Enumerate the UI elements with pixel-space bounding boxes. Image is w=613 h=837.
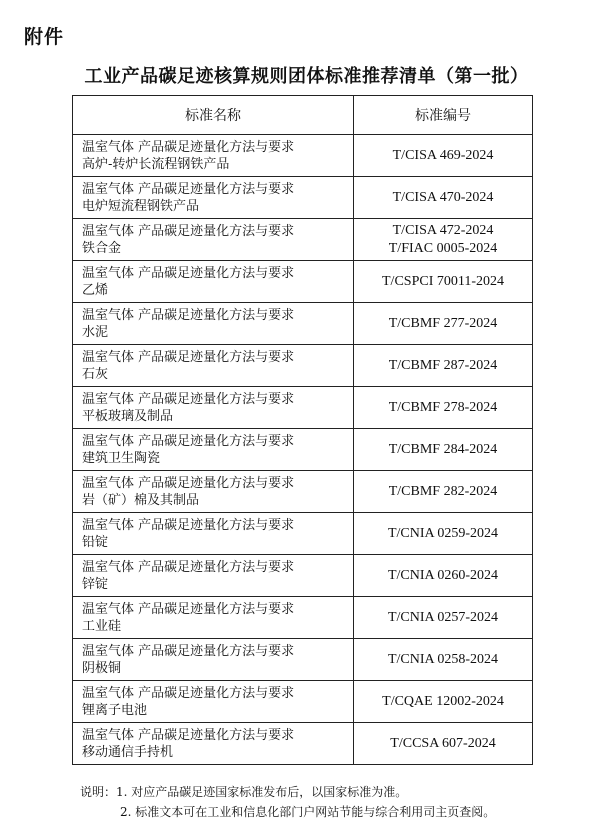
standard-name-line: 温室气体 产品碳足迹量化方法与要求	[82, 223, 295, 239]
standard-name-cell	[73, 303, 354, 345]
table-row	[73, 513, 533, 555]
table-body	[73, 135, 533, 765]
standard-name-cell	[73, 177, 354, 219]
standard-name-cell	[73, 135, 354, 177]
standard-name-cell	[73, 513, 354, 555]
standard-name-line: 温室气体 产品碳足迹量化方法与要求	[82, 475, 295, 491]
standard-code: T/CBMF 277-2024	[388, 315, 498, 331]
table-row	[73, 261, 533, 303]
note-2: 2. 标准文本可在工业和信息化部门户网站节能与综合利用司主页查阅。	[120, 805, 496, 819]
standard-code-cell	[354, 303, 533, 345]
standard-code: T/CBMF 278-2024	[388, 399, 498, 415]
standard-name-cell	[73, 723, 354, 765]
standard-name-line: 移动通信手持机	[82, 744, 174, 760]
standard-code: T/CQAE 12002-2024	[382, 693, 504, 709]
note-1: 说明：1. 对应产品碳足迹国家标准发布后，以国家标准为准。	[80, 785, 408, 799]
standard-code-cell	[354, 387, 533, 429]
standard-name-line: 平板玻璃及制品	[82, 408, 174, 424]
table-row	[73, 723, 533, 765]
standard-code: T/CISA 472-2024	[392, 222, 494, 238]
table-row	[73, 387, 533, 429]
standard-code: T/CNIA 0257-2024	[387, 609, 499, 625]
standard-name-line: 岩（矿）棉及其制品	[82, 492, 200, 508]
standard-name-line: 温室气体 产品碳足迹量化方法与要求	[82, 265, 295, 281]
standard-name-line: 高炉-转炉长流程钢铁产品	[82, 156, 230, 172]
standard-code-cell	[354, 555, 533, 597]
standard-code: T/CISA 470-2024	[392, 189, 494, 205]
standard-name-cell	[73, 429, 354, 471]
standard-name-line: 温室气体 产品碳足迹量化方法与要求	[82, 559, 295, 575]
standard-name-line: 温室气体 产品碳足迹量化方法与要求	[82, 391, 295, 407]
table-row	[73, 429, 533, 471]
standard-name-cell	[73, 597, 354, 639]
standard-name-line: 温室气体 产品碳足迹量化方法与要求	[82, 307, 295, 323]
standard-code-cell	[354, 471, 533, 513]
standard-code: T/CSPCI 70011-2024	[382, 273, 504, 289]
table-row	[73, 345, 533, 387]
standard-name-cell	[73, 261, 354, 303]
standard-code: T/CBMF 284-2024	[388, 441, 498, 457]
standard-name-line: 阴极铜	[82, 660, 122, 676]
table-row	[73, 555, 533, 597]
page-title: 工业产品碳足迹核算规则团体标准推荐清单（第一批）	[84, 66, 529, 87]
standard-name-line: 锌锭	[82, 576, 109, 592]
standard-name-line: 建筑卫生陶瓷	[82, 450, 161, 466]
header-standard-code: 标准编号	[354, 96, 533, 135]
standard-name-cell	[73, 639, 354, 681]
standard-name-line: 温室气体 产品碳足迹量化方法与要求	[82, 181, 295, 197]
standard-name-line: 铁合金	[82, 240, 122, 256]
table-row	[73, 219, 533, 261]
standard-name-cell	[73, 345, 354, 387]
standard-name-line: 温室气体 产品碳足迹量化方法与要求	[82, 139, 295, 155]
standard-code-cell	[354, 219, 533, 261]
standard-code: T/CBMF 287-2024	[388, 357, 498, 373]
standards-table	[72, 95, 533, 765]
standard-name-line: 温室气体 产品碳足迹量化方法与要求	[82, 349, 295, 365]
standard-name-line: 乙烯	[82, 282, 109, 298]
standard-name-line: 工业硅	[82, 618, 122, 634]
standard-name-line: 温室气体 产品碳足迹量化方法与要求	[82, 685, 295, 701]
table-row	[73, 177, 533, 219]
standard-name-line: 锂离子电池	[82, 702, 148, 718]
standard-code-cell	[354, 681, 533, 723]
standard-code-cell	[354, 177, 533, 219]
table-row	[73, 597, 533, 639]
standard-name-cell	[73, 681, 354, 723]
standard-name-line: 石灰	[82, 366, 109, 382]
header-standard-name: 标准名称	[73, 96, 354, 135]
standard-code: T/CNIA 0260-2024	[387, 567, 499, 583]
standard-name-line: 温室气体 产品碳足迹量化方法与要求	[82, 433, 295, 449]
standard-name-line: 温室气体 产品碳足迹量化方法与要求	[82, 601, 295, 617]
standard-name-line: 电炉短流程钢铁产品	[82, 198, 200, 214]
table-header-row	[73, 96, 533, 135]
standard-code-cell	[354, 639, 533, 681]
standard-code-cell	[354, 135, 533, 177]
table-row	[73, 471, 533, 513]
standard-code-cell	[354, 597, 533, 639]
standard-code: T/FIAC 0005-2024	[388, 240, 498, 256]
standard-code-cell	[354, 429, 533, 471]
attachment-label: 附件	[24, 26, 65, 48]
table-row	[73, 135, 533, 177]
standard-name-cell	[73, 219, 354, 261]
notes	[80, 782, 495, 822]
standard-name-cell	[73, 555, 354, 597]
standard-name-line: 水泥	[82, 324, 109, 340]
table-row	[73, 639, 533, 681]
standard-name-cell	[73, 471, 354, 513]
standard-name-line: 温室气体 产品碳足迹量化方法与要求	[82, 517, 295, 533]
standard-code-cell	[354, 345, 533, 387]
standard-code: T/CBMF 282-2024	[388, 483, 498, 499]
standard-name-line: 铅锭	[82, 534, 109, 550]
standard-name-line: 温室气体 产品碳足迹量化方法与要求	[82, 643, 295, 659]
standard-code-cell	[354, 513, 533, 555]
standard-code: T/CNIA 0259-2024	[387, 525, 499, 541]
table-row	[73, 303, 533, 345]
standard-code: T/CCSA 607-2024	[390, 735, 496, 751]
standard-code: T/CISA 469-2024	[392, 147, 494, 163]
standard-code-cell	[354, 261, 533, 303]
table-row	[73, 681, 533, 723]
standard-name-line: 温室气体 产品碳足迹量化方法与要求	[82, 727, 295, 743]
standard-code: T/CNIA 0258-2024	[387, 651, 499, 667]
standard-code-cell	[354, 723, 533, 765]
standard-name-cell	[73, 387, 354, 429]
